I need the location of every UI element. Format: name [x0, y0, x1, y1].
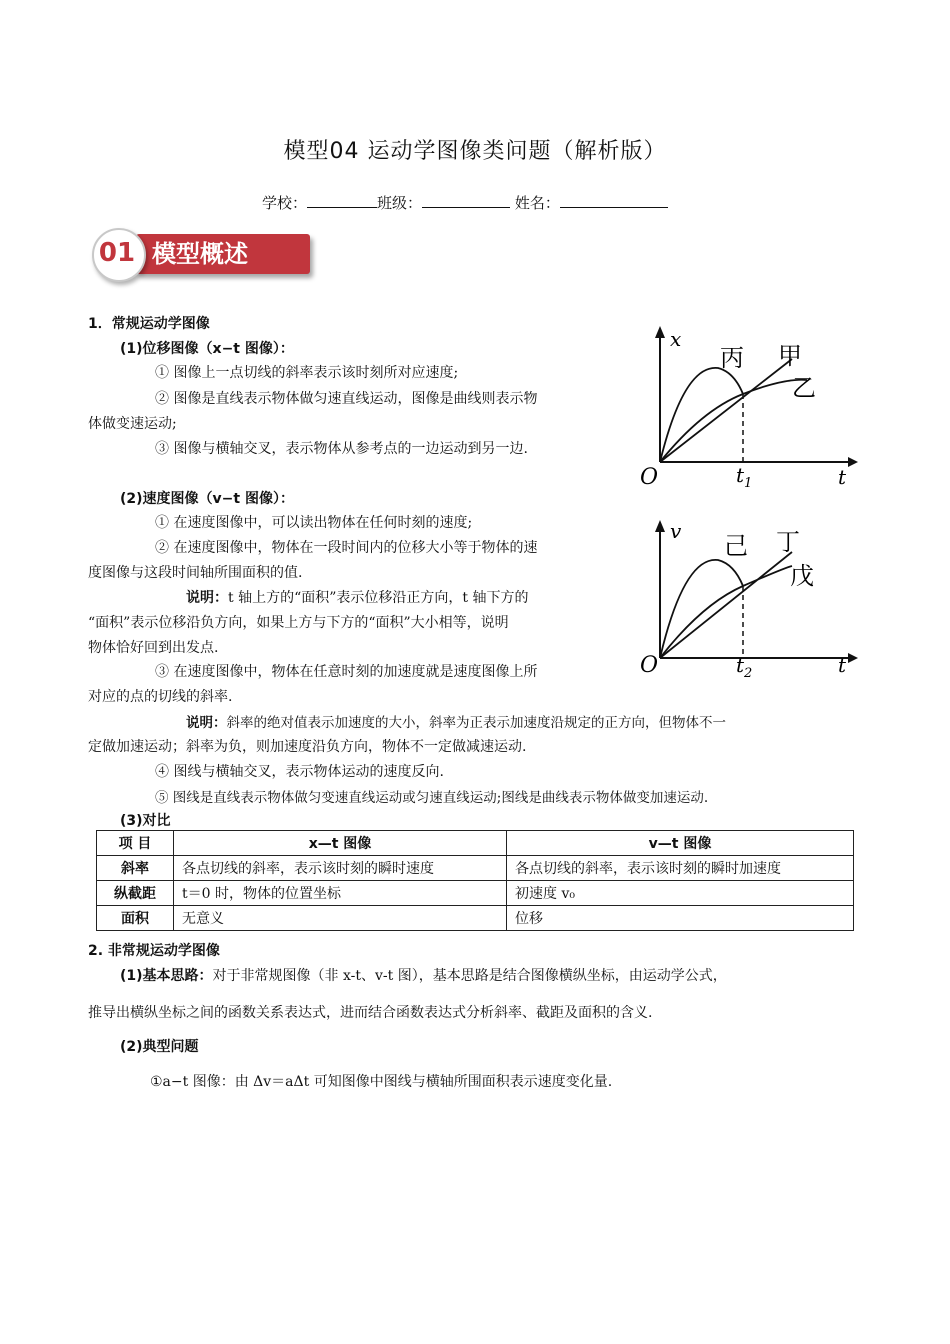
table-row [97, 856, 854, 881]
xt-x-label: t [838, 465, 847, 489]
sub2-p3b: 对应的点的切线的斜率. [88, 689, 233, 705]
note1-label: 说明： [186, 590, 228, 606]
vt-label-ding: 丁 [776, 528, 800, 556]
vt-line-ding [660, 552, 792, 658]
name-label: 姓名： [514, 194, 560, 212]
sub2-p2b: 度图像与这段时间轴所围面积的值. [88, 565, 303, 581]
vt-graph-figure [632, 512, 862, 682]
school-blank[interactable] [307, 193, 377, 208]
table-cell: 无意义 [174, 906, 507, 931]
xt-label-bing: 丙 [720, 344, 744, 372]
note2-line2: 定做加速运动；斜率为负，则加速度沿负方向，物体不一定做减速运动. [88, 739, 527, 755]
name-blank[interactable] [560, 193, 668, 208]
xt-line-jia [660, 359, 792, 462]
table-header-cell: 项 目 [97, 831, 174, 856]
table-header-row [97, 831, 854, 856]
section2-heading: 2. 非常规运动学图像 [88, 943, 220, 959]
sub1-p1: ① 图像上一点切线的斜率表示该时刻所对应速度; [155, 365, 459, 381]
note1-line3: 物体恰好回到出发点. [88, 640, 219, 656]
section2-sub1-text-a: 对于非常规图像（非 x-t、v-t 图），基本思路是结合图像横纵坐标，由运动学公式， [212, 968, 727, 984]
sub2-p5: ⑤ 图线是直线表示物体做匀变速直线运动或匀速直线运动;图线是曲线表示物体做变加速运动. [155, 790, 709, 806]
section2-sub1-text-b: 推导出横纵坐标之间的函数关系表达式，进而结合函数表达式分析斜率、截距及面积的含义. [88, 1005, 653, 1021]
note1-line1 [186, 587, 528, 607]
section2-sub1-line [120, 965, 727, 985]
table-cell: 各点切线的斜率，表示该时刻的瞬时加速度 [507, 856, 854, 881]
section2-item1: ①a−t 图像：由 Δv＝aΔt 可知图像中图线与横轴所围面积表示速度变化量. [150, 1074, 613, 1090]
vt-origin-label: O [640, 653, 659, 678]
xt-y-arrow [655, 326, 665, 338]
table-cell: 初速度 v₀ [507, 881, 854, 906]
table-row [97, 881, 854, 906]
student-info-line [262, 192, 668, 213]
sub1-p2a: ② 图像是直线表示物体做匀速直线运动，图像是曲线则表示物 [155, 391, 538, 407]
table-cell: 面积 [97, 906, 174, 931]
sub2-p4: ④ 图线与横轴交叉，表示物体运动的速度反向. [155, 764, 444, 780]
vt-curve-wu [660, 566, 792, 658]
sub2-p2a: ② 在速度图像中，物体在一段时间内的位移大小等于物体的速 [155, 540, 538, 556]
sub1-p3: ③ 图像与横轴交叉，表示物体从参考点的一边运动到另一边. [155, 441, 528, 457]
note1-text-a: t 轴上方的“面积”表示位移沿正方向，t 轴下方的 [228, 590, 529, 606]
class-label: 班级： [377, 194, 423, 212]
vt-label-ji: 己 [724, 532, 748, 560]
note2-text-a: 斜率的绝对值表示加速度的大小，斜率为正表示加速度沿规定的正方向，但物体不一 [226, 715, 726, 731]
note2-label: 说明： [186, 715, 227, 731]
vt-label-wu: 戊 [790, 562, 814, 590]
xt-graph-figure [632, 322, 862, 492]
page-title: 模型04 运动学图像类问题（解析版） [283, 139, 667, 164]
class-blank[interactable] [422, 193, 510, 208]
table-cell: 各点切线的斜率，表示该时刻的瞬时速度 [174, 856, 507, 881]
sub2-p3a: ③ 在速度图像中，物体在任意时刻的加速度就是速度图像上所 [155, 664, 538, 680]
sub2-heading: (2)速度图像（v−t 图像）： [120, 491, 294, 507]
xt-curve-yi [660, 380, 807, 462]
section2-sub1-heading: (1)基本思路： [120, 968, 213, 984]
sub2-p1: ① 在速度图像中，可以读出物体在任何时刻的速度; [155, 515, 473, 531]
xt-x-arrow [848, 457, 858, 467]
xt-tick-label: $t_1$ [736, 463, 753, 491]
note2-line1 [186, 711, 726, 731]
xt-y-label: x [670, 327, 682, 351]
table-header-cell: x—t 图像 [174, 831, 507, 856]
table-cell: t＝0 时，物体的位置坐标 [174, 881, 507, 906]
section-banner [92, 228, 314, 280]
vt-x-arrow [848, 653, 858, 663]
xt-label-jia: 甲 [778, 342, 802, 370]
section2-sub2-heading: (2)典型问题 [120, 1039, 199, 1055]
note1-line2: “面积”表示位移沿负方向，如果上方与下方的“面积”大小相等，说明 [88, 615, 509, 631]
sub1-p2b: 体做变速运动; [88, 416, 177, 432]
school-label: 学校： [262, 194, 308, 212]
table-cell: 纵截距 [97, 881, 174, 906]
sub3-heading: (3)对比 [120, 813, 171, 829]
banner-number: 01 [98, 238, 136, 268]
banner-text: 模型概述 [152, 240, 248, 268]
table-row [97, 906, 854, 931]
xt-origin-label: O [640, 465, 659, 490]
vt-x-label: t [838, 653, 847, 677]
vt-y-arrow [655, 520, 665, 532]
table-cell: 斜率 [97, 856, 174, 881]
table-header-cell: v—t 图像 [507, 831, 854, 856]
xt-label-yi: 乙 [792, 374, 816, 402]
table-cell: 位移 [507, 906, 854, 931]
comparison-table [96, 830, 854, 931]
vt-tick-label: $t_2$ [736, 653, 753, 681]
vt-y-label: v [670, 519, 682, 543]
section1-heading: 1．常规运动学图像 [88, 316, 210, 332]
sub1-heading: (1)位移图像（x−t 图像）： [120, 341, 294, 357]
